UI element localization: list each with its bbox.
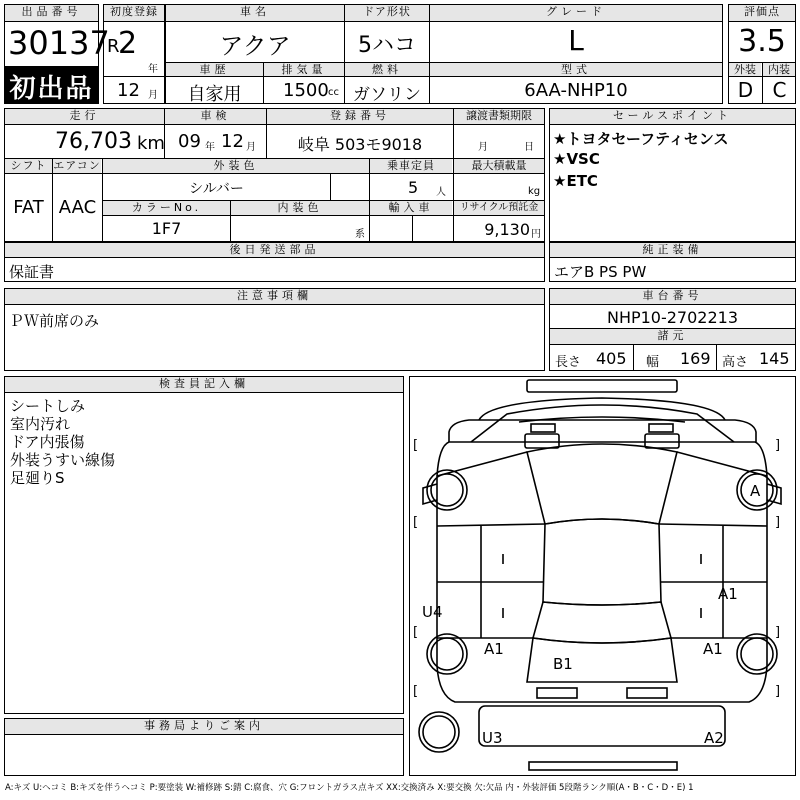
- interior-grade: C: [772, 78, 787, 102]
- displacement: 1500: [283, 80, 329, 101]
- score: 3.5: [738, 24, 786, 59]
- car-body-diagram: [409, 376, 796, 776]
- recycle-unit: 円: [531, 229, 541, 240]
- lot-number: 30137: [8, 24, 110, 62]
- door-type: 5ハコ: [358, 33, 416, 58]
- length-label: 長さ: [555, 355, 582, 370]
- inspector-line-3: ドア内張傷: [10, 433, 85, 451]
- fuel-label: 燃料: [345, 63, 429, 76]
- load-label: 最大積載量: [454, 159, 544, 173]
- inspector-line-2: 室内汚れ: [10, 415, 71, 433]
- mark-left-quarter: A1: [484, 640, 504, 658]
- legend: A:キズ U:ヘコミ B:キズを伴うヘコミ P:要塗装 W:補修跡 S:錆 C:腐食、穴 G:フロントガラス点キズ XX:交換済み X:要交換 欠:欠品 内・外装評価 5段階ランク順(A・B・C・D・E) 1: [5, 783, 694, 793]
- grade: L: [568, 24, 584, 57]
- interior-color-label: 内装色: [231, 201, 369, 215]
- bracket-right-front: ]: [775, 438, 781, 453]
- equipment-value: エアB PS PW: [554, 263, 647, 281]
- shift-label: シフト: [5, 159, 52, 173]
- inspector-line-5: 足廻りS: [10, 469, 65, 487]
- color-no-label: カラーNo.: [103, 201, 230, 215]
- first-reg-month-unit: 月: [148, 90, 158, 101]
- model-label: 型式: [430, 63, 722, 76]
- first-reg-month: 12: [117, 80, 140, 101]
- model: 6AA-NHP10: [524, 80, 628, 101]
- recycle-label: リサイクル預託金: [454, 201, 544, 215]
- inspection-month: 12: [221, 131, 244, 152]
- mark-rear-bumper-left: U3: [482, 729, 503, 747]
- mileage-unit: km: [137, 133, 165, 154]
- interior-color-unit: 系: [355, 229, 365, 240]
- office-label: 事務局よりご案内: [5, 719, 403, 734]
- door-label: ドア形状: [345, 5, 429, 21]
- color-label: 外装色: [103, 159, 369, 173]
- mark-right-quarter: A1: [703, 640, 723, 658]
- exterior-color: シルバー: [189, 181, 244, 197]
- width: 169: [680, 349, 711, 368]
- displacement-label: 排気量: [264, 63, 344, 76]
- width-label: 幅: [646, 355, 660, 370]
- mark-right-front-door: A1: [718, 585, 738, 603]
- capacity-label: 乗車定員: [370, 159, 452, 173]
- notes-label: 注意事項欄: [5, 289, 544, 304]
- bracket-right-bottom: ]: [775, 684, 781, 699]
- color-number: 1F7: [151, 219, 182, 238]
- registration-label: 登録番号: [267, 109, 453, 124]
- transfer-month-unit: 月: [478, 142, 488, 153]
- era: R: [107, 36, 120, 57]
- inspection-year-unit: 年: [205, 142, 215, 153]
- load-unit: kg: [528, 186, 541, 197]
- inspector-line-1: シートしみ: [10, 397, 86, 415]
- notes-value: ＰＷ前席のみ: [9, 312, 100, 330]
- grade-label: グレード: [430, 5, 722, 21]
- lot-number-label: 出品番号: [5, 5, 98, 21]
- capacity: 5: [408, 178, 419, 197]
- interior-label: 内装: [763, 63, 795, 76]
- inspector-line-4: 外装うすい線傷: [10, 451, 116, 469]
- registration-number: 岐阜 503モ9018: [297, 135, 423, 154]
- first-listing-label: 初出品: [9, 74, 94, 104]
- mileage-label: 走行: [5, 109, 164, 124]
- mark-rear-bumper-right: A2: [704, 729, 724, 747]
- bracket-right-mid: ]: [775, 515, 781, 530]
- transfer-day-unit: 日: [524, 142, 534, 153]
- dimensions-label: 諸元: [550, 329, 795, 344]
- import-label: 輸入車: [370, 201, 452, 215]
- transfer-label: 譲渡書類期限: [454, 109, 544, 124]
- bracket-left-mid: [: [413, 515, 419, 530]
- exterior-label: 外装: [729, 63, 761, 76]
- recycle-fee: 9,130: [484, 220, 530, 239]
- shift: FAT: [13, 197, 44, 218]
- bracket-right-rear: ]: [775, 625, 781, 640]
- sales-point-1: ★トヨタセーフティセンス: [553, 130, 729, 148]
- inspector-label: 検査員記入欄: [5, 377, 403, 392]
- displacement-unit: cc: [328, 87, 339, 98]
- car-name: アクア: [219, 32, 291, 60]
- height-label: 高さ: [722, 355, 749, 370]
- length: 405: [596, 349, 627, 368]
- history-label: 車歴: [166, 63, 263, 76]
- inspection-label: 車検: [165, 109, 266, 124]
- fuel: ガソリン: [353, 85, 421, 105]
- ac-label: エアコン: [53, 159, 101, 172]
- parts-label: 後日発送部品: [5, 243, 544, 257]
- height: 145: [759, 349, 790, 368]
- sales-point-3: ★ETC: [553, 172, 598, 190]
- equipment-label: 純正装備: [550, 243, 795, 257]
- bracket-left-bottom: [: [413, 684, 419, 699]
- first-reg-year-unit: 年: [148, 64, 158, 75]
- capacity-unit: 人: [436, 187, 446, 198]
- exterior-grade: D: [737, 78, 754, 102]
- inspection-month-unit: 月: [246, 142, 256, 153]
- inspection-year: 09: [178, 131, 201, 152]
- car-name-label: 車名: [166, 5, 344, 21]
- sales-point-2: ★VSC: [553, 150, 600, 168]
- ac: AAC: [58, 197, 97, 218]
- first-reg-year: 2: [118, 26, 138, 61]
- chassis-number: NHP10-2702213: [606, 308, 739, 327]
- sales-points-label: セールスポイント: [550, 109, 795, 124]
- score-label: 評価点: [729, 5, 795, 21]
- mileage: 76,703: [55, 129, 132, 154]
- mark-trunk: B1: [553, 655, 573, 673]
- mark-left-rear-door: U4: [422, 603, 443, 621]
- history: 自家用: [187, 84, 242, 105]
- first-registration-label: 初度登録: [104, 5, 164, 21]
- bracket-left-front: [: [413, 438, 419, 453]
- parts-value: 保証書: [9, 263, 55, 281]
- mark-spare-a: A: [750, 482, 761, 500]
- bracket-left-rear: [: [413, 625, 419, 640]
- chassis-label: 車台番号: [550, 289, 795, 304]
